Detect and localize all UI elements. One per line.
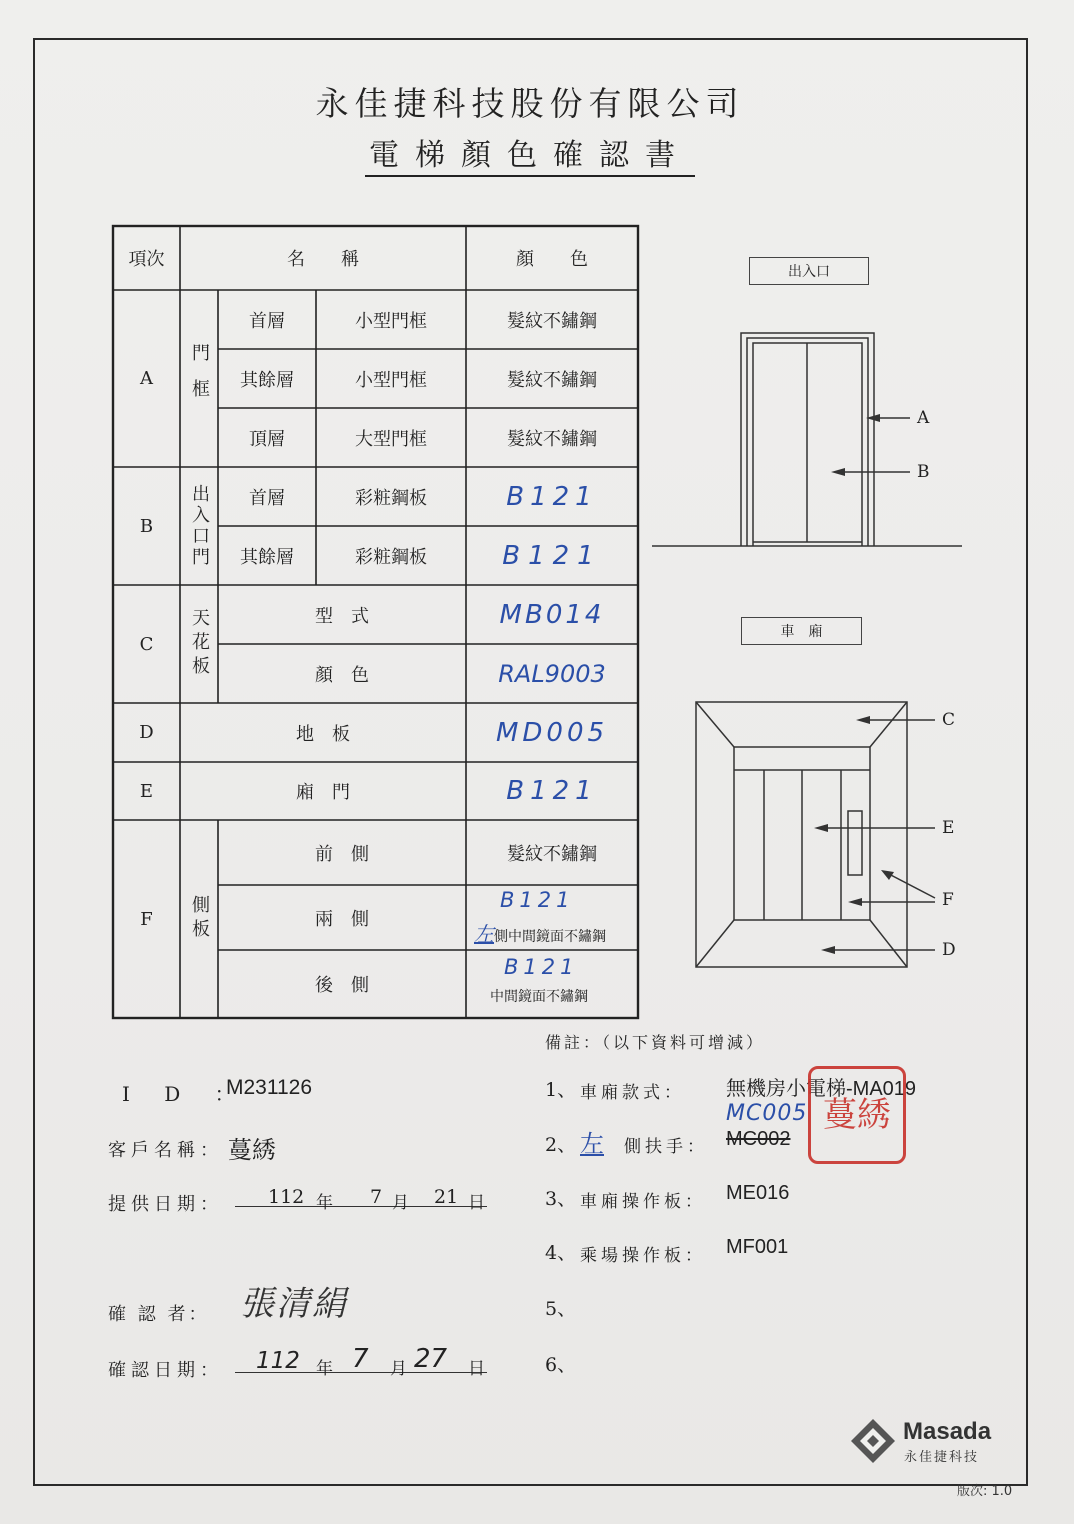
c-label-color: 顏 色 (315, 664, 369, 686)
remark-1-value: 無機房小電梯-MA019 (726, 1078, 917, 1100)
remark-2-hand-label: 左 (580, 1130, 604, 1158)
f-color-rear: B121 (504, 955, 579, 979)
confirm-date-year: 112 (256, 1348, 300, 1374)
marker-a: A (917, 408, 930, 428)
f-note-both: 左側中間鏡面不鏽鋼 (474, 922, 606, 946)
item-code-a: A (140, 368, 153, 389)
remark-2-label: 側扶手： (624, 1137, 708, 1157)
a-floor-1: 首層 (249, 310, 285, 332)
remark-1-label: 車廂款式： (580, 1083, 685, 1103)
group-entrance-door: 出入口門 (189, 484, 210, 568)
group-side-panel: 側板 (189, 895, 210, 943)
marker-e: E (942, 818, 955, 838)
remark-5-num: 5、 (545, 1298, 577, 1320)
a-color-2: 髮紋不鏽鋼 (507, 369, 597, 391)
d-label: 地 板 (296, 723, 350, 745)
b-floor-1: 首層 (249, 487, 285, 509)
f-color-front: 髮紋不鏽鋼 (507, 843, 597, 865)
e-color: B121 (506, 776, 598, 806)
confirm-date-day: 27 (414, 1344, 448, 1374)
provide-date-year: 112 (268, 1186, 305, 1208)
group-door-frame: 門框 (189, 342, 210, 415)
remark-6-num: 6、 (545, 1354, 577, 1376)
document-title: 電梯顏色確認書 (0, 130, 1060, 174)
id-value: M231126 (226, 1076, 313, 1099)
provide-date-month: 7 (370, 1186, 383, 1208)
item-code-b: B (139, 515, 154, 537)
confirm-date-day-unit: 日 (468, 1359, 485, 1379)
confirmer-signature: 張清絹 (240, 1284, 348, 1324)
a-part-1: 小型門框 (355, 310, 427, 332)
b-part-1: 彩粧鋼板 (355, 487, 427, 509)
company-title: 永佳捷科技股份有限公司 (315, 84, 745, 123)
version-label: 版次: 1.0 (957, 1484, 1013, 1499)
remark-4-value: MF001 (726, 1236, 789, 1258)
remark-3-num: 3、 (545, 1188, 577, 1210)
provide-date-day: 21 (434, 1186, 459, 1208)
marker-f: F (942, 890, 954, 910)
confirm-date-month-unit: 月 (390, 1359, 407, 1379)
company-seal-stamp: 蔓綉 (808, 1066, 906, 1164)
group-ceiling: 天花板 (189, 608, 210, 680)
item-code-f: F (140, 908, 153, 930)
b-part-2: 彩粧鋼板 (355, 546, 427, 568)
provide-date-day-unit: 日 (468, 1193, 485, 1213)
b-floor-2: 其餘層 (240, 546, 294, 568)
e-label: 廂 門 (296, 782, 350, 803)
remark-3-label: 車廂操作板： (580, 1192, 706, 1212)
marker-b: B (917, 462, 930, 482)
confirmer-label: 確 認 者： (108, 1304, 210, 1325)
provide-date-month-unit: 月 (392, 1193, 409, 1213)
remark-2-value-new: MC005 (726, 1101, 808, 1126)
customer-label: 客戶名稱： (108, 1140, 223, 1161)
f-label-front: 前 側 (315, 843, 369, 865)
confirm-date-year-unit: 年 (316, 1359, 333, 1379)
remark-4-label: 乘場操作板： (580, 1246, 706, 1266)
item-code-e: E (139, 780, 154, 802)
f-label-both: 兩 側 (315, 908, 369, 930)
f-label-rear: 後 側 (315, 975, 369, 996)
entrance-label: 出入口 (749, 257, 869, 285)
header-name: 名 稱 (287, 249, 359, 270)
b-color-2: B121 (502, 540, 602, 571)
a-part-2: 小型門框 (355, 369, 427, 391)
confirm-date-month: 7 (352, 1344, 369, 1374)
item-code-c: C (139, 633, 154, 655)
header-item: 項次 (128, 249, 165, 270)
b-color-1: B121 (506, 481, 598, 512)
a-floor-3: 頂層 (249, 428, 285, 450)
item-code-d: D (139, 722, 154, 743)
c-label-type: 型 式 (315, 605, 369, 627)
provide-date-year-unit: 年 (316, 1193, 333, 1213)
marker-d: D (942, 940, 956, 960)
brand-name: Masada (903, 1418, 992, 1445)
remark-4-num: 4、 (545, 1242, 577, 1264)
remark-1-num: 1、 (545, 1079, 577, 1101)
remark-2-value-old: MC002 (726, 1128, 791, 1150)
d-color: MD005 (495, 717, 609, 748)
header-color: 顏 色 (516, 249, 588, 270)
c-color-type: MB014 (499, 599, 605, 630)
a-floor-2: 其餘層 (240, 369, 294, 391)
brand-name-cn: 永佳捷科技 (904, 1450, 980, 1465)
customer-value: 蔓綉 (228, 1136, 276, 1164)
remarks-title: 備註：（以下資料可增減） (545, 1033, 766, 1052)
id-label: I D ： (122, 1082, 249, 1106)
marker-c: C (942, 710, 956, 730)
remark-3-value: ME016 (726, 1182, 790, 1204)
masada-logo-icon (850, 1418, 896, 1464)
provide-date-label: 提供日期： (108, 1194, 223, 1215)
a-color-3: 髮紋不鏽鋼 (507, 428, 597, 450)
confirm-date-label: 確認日期： (108, 1360, 223, 1381)
car-label: 車 廂 (741, 617, 862, 645)
f-note-rear: 中間鏡面不鏽鋼 (490, 989, 588, 1005)
remark-2-num: 2、 (545, 1134, 577, 1156)
c-color-color: RAL9003 (498, 659, 606, 688)
a-part-3: 大型門框 (355, 428, 427, 450)
a-color-1: 髮紋不鏽鋼 (507, 310, 597, 332)
f-color-both: B121 (500, 888, 575, 912)
